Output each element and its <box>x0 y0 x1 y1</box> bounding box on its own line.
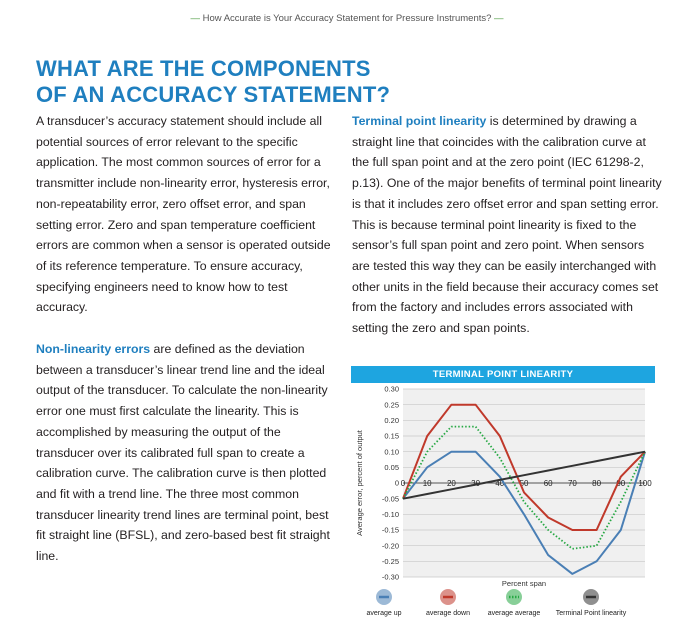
header-dash-right: — <box>494 13 504 24</box>
legend-label: average up <box>366 610 402 617</box>
x-tick-label: 90 <box>616 479 626 488</box>
x-tick-label: 30 <box>471 479 481 488</box>
terminal-point-term: Terminal point linearity <box>352 114 487 128</box>
x-tick-label: 100 <box>638 479 652 488</box>
left-column <box>36 111 339 567</box>
section-title-line1: WHAT ARE THE COMPONENTS <box>36 56 371 81</box>
section-title-line2: OF AN ACCURACY STATEMENT? <box>36 82 391 107</box>
y-tick-label: 0.05 <box>384 462 399 472</box>
y-tick-label: -0.05 <box>381 494 399 504</box>
right-column <box>352 111 662 339</box>
intro-paragraph: A transducer’s accuracy statement should include all potential sources of error relevant to the specific application. The most common sources of error for a transmitter include non-linearity error, hysteresis error, non-repeatability error, zero offset error, and span setting error. Zero and span temperature coefficient errors are common when a sensor is operated outside of its reference temperature. To ensure accuracy, specifying engineers need to know how to test accuracy. <box>36 114 331 315</box>
y-tick-label: -0.15 <box>381 525 399 535</box>
non-linearity-text: are defined as the deviation between a transducer’s linear trend line and the ideal output of the transducer. To calculate the non-linearity error one must first calculate the linearity. This is accomplished by measuring the output of the transducer over its calibrated full span to create a calibration curve. The calibration curve is then plotted and fit with a trend line. The three most common transducer linearity trend lines are terminal point, best fit straight line (BFSL), and zero-based best fit straight line. <box>36 342 330 564</box>
y-tick-label: 0.30 <box>384 384 399 394</box>
running-header <box>0 13 694 24</box>
terminal-point-paragraph <box>352 111 662 339</box>
y-tick-label: -0.25 <box>381 556 399 566</box>
x-axis-label: Percent span <box>501 579 547 588</box>
legend-label: average down <box>426 610 470 617</box>
y-tick-label: 0.15 <box>384 431 399 441</box>
y-tick-label: 0.10 <box>384 447 399 457</box>
chart-title: TERMINAL POINT LINEARITY <box>351 366 655 383</box>
y-tick-label: 0.20 <box>384 415 399 425</box>
terminal-point-linearity-chart <box>351 383 655 619</box>
x-tick-label: 50 <box>519 479 529 488</box>
y-axis-label: Average error, percent of output <box>355 430 364 536</box>
y-tick-label: -0.20 <box>381 541 399 551</box>
terminal-point-text: is determined by drawing a straight line that coincides with the calibration curve at the full span point and at the zero point (IEC 61298-2, p.13). One of the major benefits of terminal point linearity is that it includes zero offset error and span setting error. This is because terminal point linearity is fixed to the sensor’s full span point and zero point. When sensors are tested this way they can be easily interchanged with other units in the field because their accuracy comes set from the factory and includes errors associated with setting the zero and span points. <box>352 114 662 336</box>
legend-label: average average <box>487 610 541 617</box>
x-tick-label: 60 <box>543 479 553 488</box>
section-title <box>36 56 390 108</box>
non-linearity-term: Non-linearity errors <box>36 342 151 357</box>
legend-label: Terminal Point linearity <box>555 610 627 617</box>
x-tick-label: 0 <box>400 479 406 488</box>
y-tick-label: -0.10 <box>381 509 399 519</box>
legend-swatch <box>506 589 522 605</box>
x-tick-label: 80 <box>592 479 602 488</box>
x-tick-label: 20 <box>446 479 456 488</box>
x-tick-label: 10 <box>422 479 432 488</box>
x-tick-label: 70 <box>567 479 577 488</box>
x-tick-label: 40 <box>495 479 505 488</box>
y-tick-label: -0.30 <box>381 572 399 582</box>
header-text: How Accurate is Your Accuracy Statement for Pressure Instruments? <box>202 13 492 24</box>
y-tick-label: 0.25 <box>384 400 399 410</box>
y-tick-label: 0 <box>394 478 399 488</box>
non-linearity-paragraph <box>36 339 339 567</box>
header-dash-left: — <box>190 13 200 24</box>
chart-figure <box>351 366 655 619</box>
